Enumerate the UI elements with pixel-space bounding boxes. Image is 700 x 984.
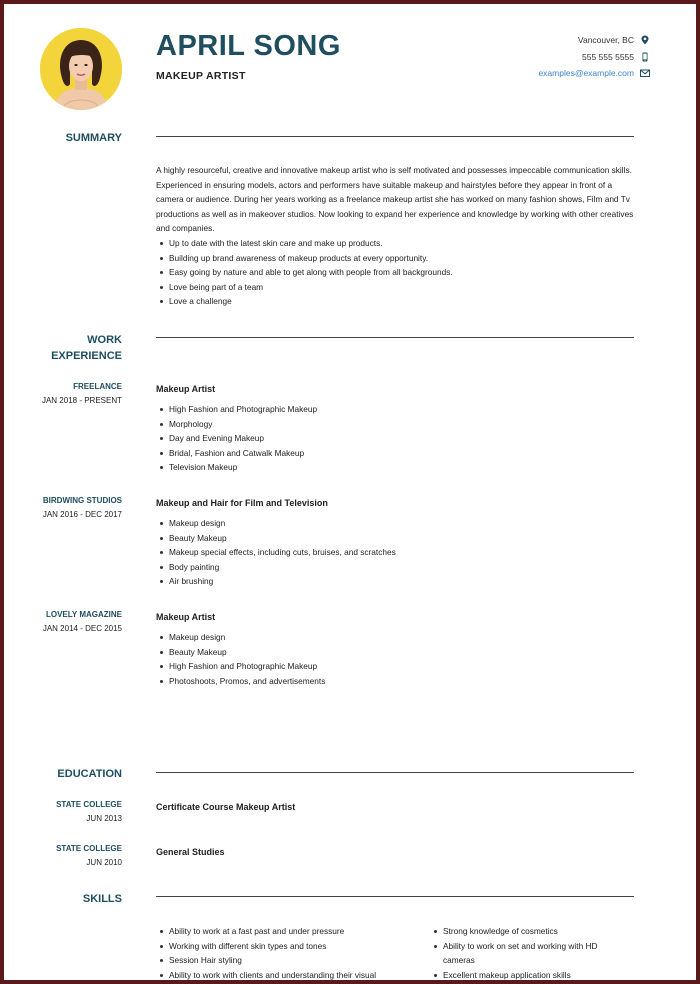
education-date: JUN 2013 [86, 814, 122, 823]
list-item: Excellent makeup application skills [430, 968, 597, 980]
job-bullets [156, 402, 317, 475]
envelope-icon [640, 68, 650, 78]
list-item: Beauty Makeup [156, 531, 396, 546]
list-item: Building up brand awareness of makeup products at every opportunity. [156, 251, 453, 266]
education-divider [156, 772, 634, 773]
summary-bullets [156, 236, 453, 309]
list-item: Morphology [156, 417, 317, 432]
location-text: Vancouver, BC [577, 35, 634, 45]
education-heading: EDUCATION [57, 768, 122, 780]
list-item: Beauty Makeup [156, 645, 325, 660]
job-bullets [156, 516, 396, 589]
list-item: Body painting [156, 560, 396, 575]
list-item: Easy going by nature and able to get along with people from all backgrounds. [156, 265, 453, 280]
summary-divider [156, 136, 634, 137]
job-bullets [156, 630, 325, 688]
phone-text: 555 555 5555 [582, 52, 634, 62]
job-employer: LOVELY MAGAZINE [45, 610, 122, 619]
education-program: General Studies [156, 847, 225, 857]
list-item: Television Makeup [156, 460, 317, 475]
skills-heading: SKILLS [82, 893, 122, 905]
list-item: High Fashion and Photographic Makeup [156, 659, 325, 674]
skills-divider [156, 896, 634, 897]
list-item: Ability to work at a fast past and under pressure [156, 924, 376, 939]
candidate-name: APRIL SONG [156, 30, 341, 62]
education-school: STATE COLLEGE [56, 844, 122, 853]
list-item: Day and Evening Makeup [156, 431, 317, 446]
work-divider [156, 337, 634, 338]
skills-list-left [156, 924, 376, 980]
list-item: Up to date with the latest skin care and make up products. [156, 236, 453, 251]
education-program: Certificate Course Makeup Artist [156, 802, 296, 812]
list-item: Makeup design [156, 630, 325, 645]
list-item: Makeup design [156, 516, 396, 531]
list-item-continued: cameras [443, 955, 475, 966]
list-item: High Fashion and Photographic Makeup [156, 402, 317, 417]
contact-phone [582, 52, 634, 62]
job-employer: FREELANCE [73, 382, 122, 391]
job-employer: BIRDWING STUDIOS [42, 496, 122, 505]
contact-location [578, 35, 634, 45]
education-school: STATE COLLEGE [56, 800, 122, 809]
list-item: Bridal, Fashion and Catwalk Makeup [156, 446, 317, 461]
job-dates: JAN 2016 - DEC 2017 [42, 510, 122, 519]
candidate-title: MAKEUP ARTIST [156, 70, 246, 82]
list-item: Photoshoots, Promos, and advertisements [156, 674, 325, 689]
contact-email[interactable] [538, 68, 634, 78]
email-text[interactable]: examples@example.com [538, 68, 634, 78]
job-role: Makeup Artist [156, 612, 216, 622]
phone-icon [640, 52, 650, 62]
list-item: Strong knowledge of cosmetics [430, 924, 597, 939]
list-item: Session Hair styling [156, 953, 376, 968]
education-date: JUN 2010 [86, 858, 122, 867]
location-pin-icon [640, 35, 650, 45]
list-item: Working with different skin types and tones [156, 939, 376, 954]
list-item: Makeup special effects, including cuts, bruises, and scratches [156, 545, 396, 560]
skills-list-right [430, 924, 597, 980]
summary-paragraph: A highly resourceful, creative and innovative makeup artist who is self motivated and possesses impeccable communication skills. Experienced in ensuring models, actors and performers have suitable makeup and hairstyles before they appear in front of a camera or audience. During her years working as a freelance makeup artist she has worked on many fashion shows, Film and Tv productions as well as in makeover studios. Now looking to expand her experience and knowledge by working with other creatives and companies. [156, 165, 634, 233]
list-item: Ability to work on set and working with HD [430, 939, 597, 954]
work-heading-line2: EXPERIENCE [51, 350, 122, 362]
job-role: Makeup and Hair for Film and Television [156, 498, 328, 508]
work-heading [51, 332, 122, 364]
list-item: Air brushing [156, 574, 396, 589]
list-item: Love a challenge [156, 294, 453, 309]
job-dates: JAN 2018 - PRESENT [41, 396, 122, 405]
job-role: Makeup Artist [156, 384, 216, 394]
resume-page [4, 4, 696, 980]
list-item: Love being part of a team [156, 280, 453, 295]
work-heading-line1: WORK [87, 334, 122, 346]
list-item: Ability to work with clients and understanding their visual [156, 968, 376, 980]
profile-photo [40, 28, 122, 110]
summary-heading: SUMMARY [65, 132, 122, 144]
job-dates: JAN 2014 - DEC 2015 [42, 624, 122, 633]
